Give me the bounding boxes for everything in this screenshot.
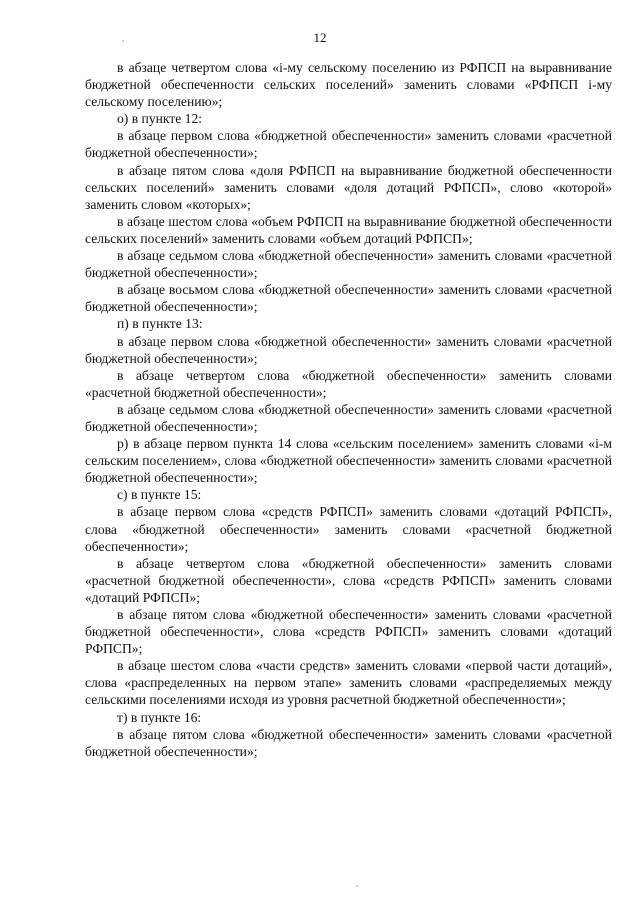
paragraph: в абзаце первом слова «средств РФПСП» заменить словами «дотаций РФПСП», слова «бюджетной обеспеченности» заменить словами «расчетной бюджетной обеспеченности»;	[85, 504, 612, 554]
paragraph: п) в пункте 13:	[117, 316, 203, 332]
paragraph: в абзаце пятом слова «бюджетной обеспеченности» заменить словами «расчетной бюджетной обеспеченности», слова «средств РФПСП» заменить словами «дотаций РФПСП»;	[85, 607, 612, 657]
paragraph: в абзаце четвертом слова «i-му сельскому поселению из РФПСП на выравнивание бюджетной обеспеченности сельских поселений» заменить словами «РФПСП i-му сельскому поселению»;	[85, 60, 612, 110]
paragraph: в абзаце пятом слова «доля РФПСП на выравнивание бюджетной обеспеченности сельских поселений» заменить словами «доля дотаций РФПСП», слово «которой» заменить словом «которых»;	[85, 162, 612, 212]
paragraph: в абзаце шестом слова «части средств» заменить словами «первой части дотаций», слова «распределенных на первом этапе» заменить словами «распределяемых между сельскими поселениями исходя из уровня расчетной бюджетной обеспеченности»;	[85, 658, 612, 708]
paragraph: в абзаце четвертом слова «бюджетной обеспеченности» заменить словами «расчетной бюджетной обеспеченности», слова «средств РФПСП» заменить словами «дотаций РФПСП»;	[85, 555, 612, 605]
paragraph: с) в пункте 15:	[117, 487, 202, 503]
document-body	[85, 59, 612, 760]
paragraph: о) в пункте 12:	[117, 111, 203, 127]
paragraph: р) в абзаце первом пункта 14 слова «сельским поселением» заменить словами «i-м сельским поселением», слова «бюджетной обеспеченности» заменить словами «расчетной бюджетной обеспеченности»;	[85, 436, 612, 486]
paragraph: в абзаце восьмом слова «бюджетной обеспеченности» заменить словами «расчетной бюджетной обеспеченности»;	[85, 282, 612, 315]
paragraph: в абзаце седьмом слова «бюджетной обеспеченности» заменить словами «расчетной бюджетной обеспеченности»;	[85, 248, 612, 281]
paragraph: в абзаце первом слова «бюджетной обеспеченности» заменить словами «расчетной бюджетной обеспеченности»;	[85, 128, 612, 161]
paragraph: в абзаце первом слова «бюджетной обеспеченности» заменить словами «расчетной бюджетной обеспеченности»;	[85, 333, 612, 366]
paragraph: в абзаце пятом слова «бюджетной обеспеченности» заменить словами «расчетной бюджетной обеспеченности»;	[85, 726, 612, 759]
paragraph: в абзаце шестом слова «объем РФПСП на выравнивание бюджетной обеспеченности сельских поселений» заменить словами «объем дотаций РФПСП»;	[85, 213, 612, 246]
paragraph: в абзаце седьмом слова «бюджетной обеспеченности» заменить словами «расчетной бюджетной обеспеченности»;	[85, 401, 612, 434]
paragraph: в абзаце четвертом слова «бюджетной обеспеченности» заменить словами «расчетной бюджетной обеспеченности»;	[85, 367, 612, 400]
page-number: 12	[313, 30, 327, 45]
scan-speck	[356, 885, 358, 887]
paragraph: т) в пункте 16:	[117, 709, 202, 725]
